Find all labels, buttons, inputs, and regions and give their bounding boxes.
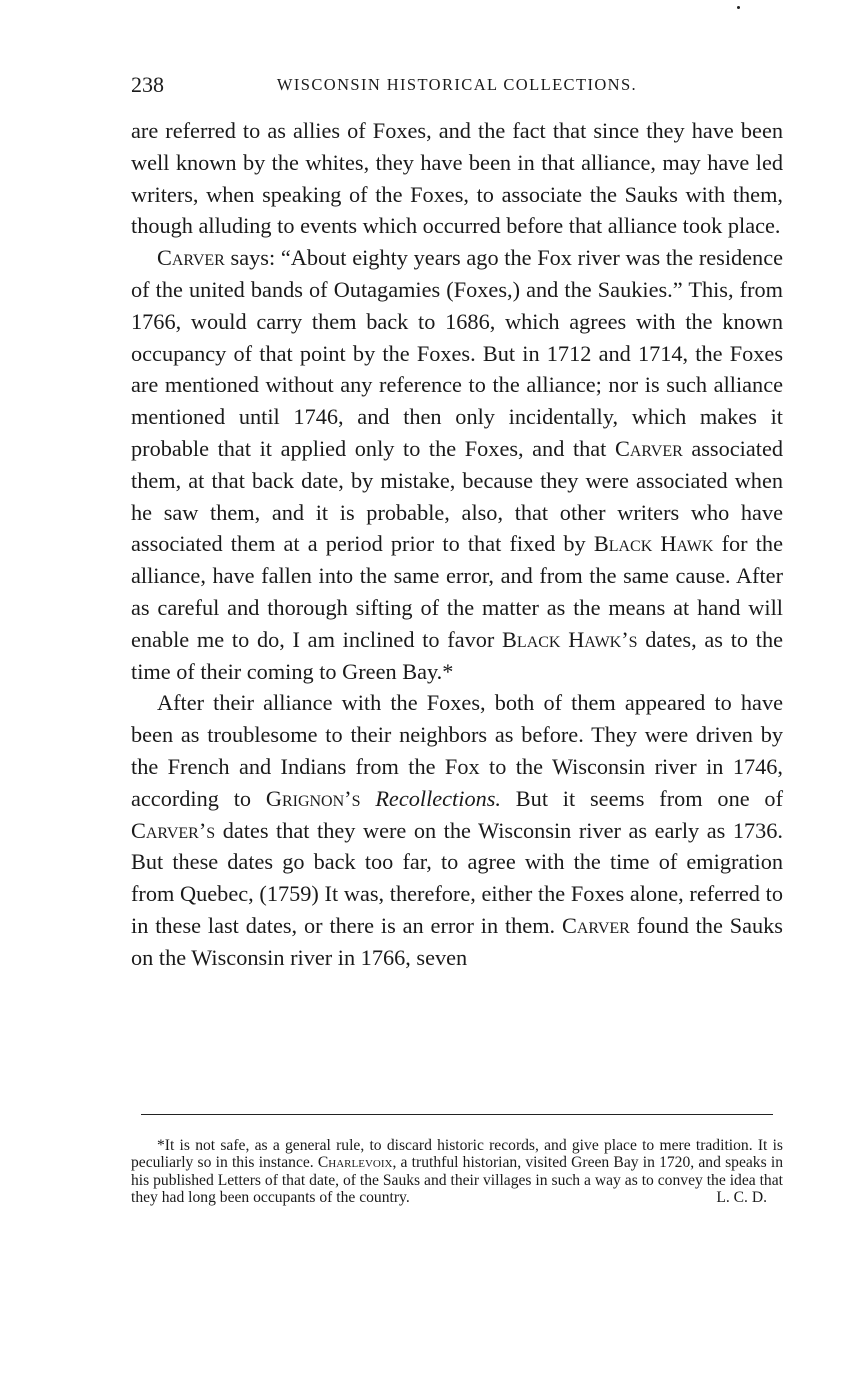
paragraph-1 [131, 115, 783, 242]
page-number: 238 [131, 72, 164, 97]
paragraph-3-text-1: After their alliance with the Foxes, both of them appeared to have been as troublesome to their neighbors as before. They were driven by the French and Indians from the Fox to the Wisconsin river in 1746, according to [131, 690, 783, 811]
running-title: WISCONSIN HISTORICAL COLLECTIONS. [276, 75, 638, 94]
paragraph-1-text: are referred to as allies of Foxes, and the fact that since they have been well known by the whites, they have been in that alliance, may have led writers, when speaking of the Foxes, to associate the Sauks with them, though alluding to events which occurred before that alliance took place. [131, 118, 783, 239]
body-text [131, 115, 783, 974]
work-title-recollections: Recollections. [375, 785, 501, 811]
page-header [131, 72, 783, 102]
author-name-carver: Carver [157, 245, 225, 271]
paragraph-2-text-1: says: “About eighty years ago the Fox river was the residence of the united bands of Outagamies (Foxes,) and the Saukies.” This, from 1766, would carry them back to 1686, which agrees with the known occupancy of that point by the Foxes. But in 1712 and 1714, the Foxes are mentioned without any reference to the alliance; nor is such alliance mentioned until 1746, and then only incidentally, which makes it probable that it applied only to the Foxes, and that [131, 245, 783, 461]
footnote-text-1: *It is not safe, as a general rule, to discard historic records, and give place to mere tradition. It is peculiarly so in this instance. [131, 1137, 783, 1172]
footnote-rule [141, 1114, 773, 1115]
footnote-text-2: , a truthful historian, visited Green Bay in 1720, and speaks in his published Letters of that date, of the Sauks and their villages in such a way as to convey the idea that they had long been occupants of the country. [131, 1154, 783, 1206]
footnote-signature: L. C. D. [716, 1188, 767, 1206]
ink-speck [737, 6, 740, 9]
paragraph-2-text-4: dates, as to the time of their coming to Green Bay.* [131, 626, 784, 684]
author-name-grignon: Grignon’s [265, 785, 361, 811]
paragraph-2 [131, 242, 783, 687]
author-name-charlevoix: Charlevoix [317, 1154, 393, 1172]
paragraph-3-text-2: But it seems from one of [501, 785, 783, 811]
paragraph-3 [131, 687, 783, 973]
author-name-carver: Carver [562, 912, 630, 938]
person-name-black-hawk: Black Hawk [593, 531, 714, 557]
footnote [131, 1137, 783, 1206]
footnote-paragraph [131, 1137, 783, 1206]
author-name-carver: Carver [614, 435, 683, 461]
paragraph-3-text-4: found the Sauks on the Wisconsin river in 1766, seven [131, 912, 783, 970]
paragraph-2-text-3: for the alliance, have fallen into the same error, and from the same cause. After as careful and thorough sifting of the matter as the means at hand will enable me to do, I am inclined to favor [131, 531, 783, 652]
paragraph-3-text-3: dates that they were on the Wisconsin river as early as 1736. But these dates go back too far, to agree with the time of emigration from Quebec, (1759) It was, therefore, either the Foxes alone, referred to in these last dates, or there is an error in them. [131, 817, 783, 938]
person-name-black-hawk-possessive: Black Hawk’s [502, 626, 638, 652]
paragraph-2-text-2: associated them, at that back date, by mistake, because they were associated when he saw them, and it is probable, also, that other writers who have associated them at a period prior to that fixed by [131, 435, 783, 557]
author-name-carver-possessive: Carver’s [131, 817, 216, 843]
